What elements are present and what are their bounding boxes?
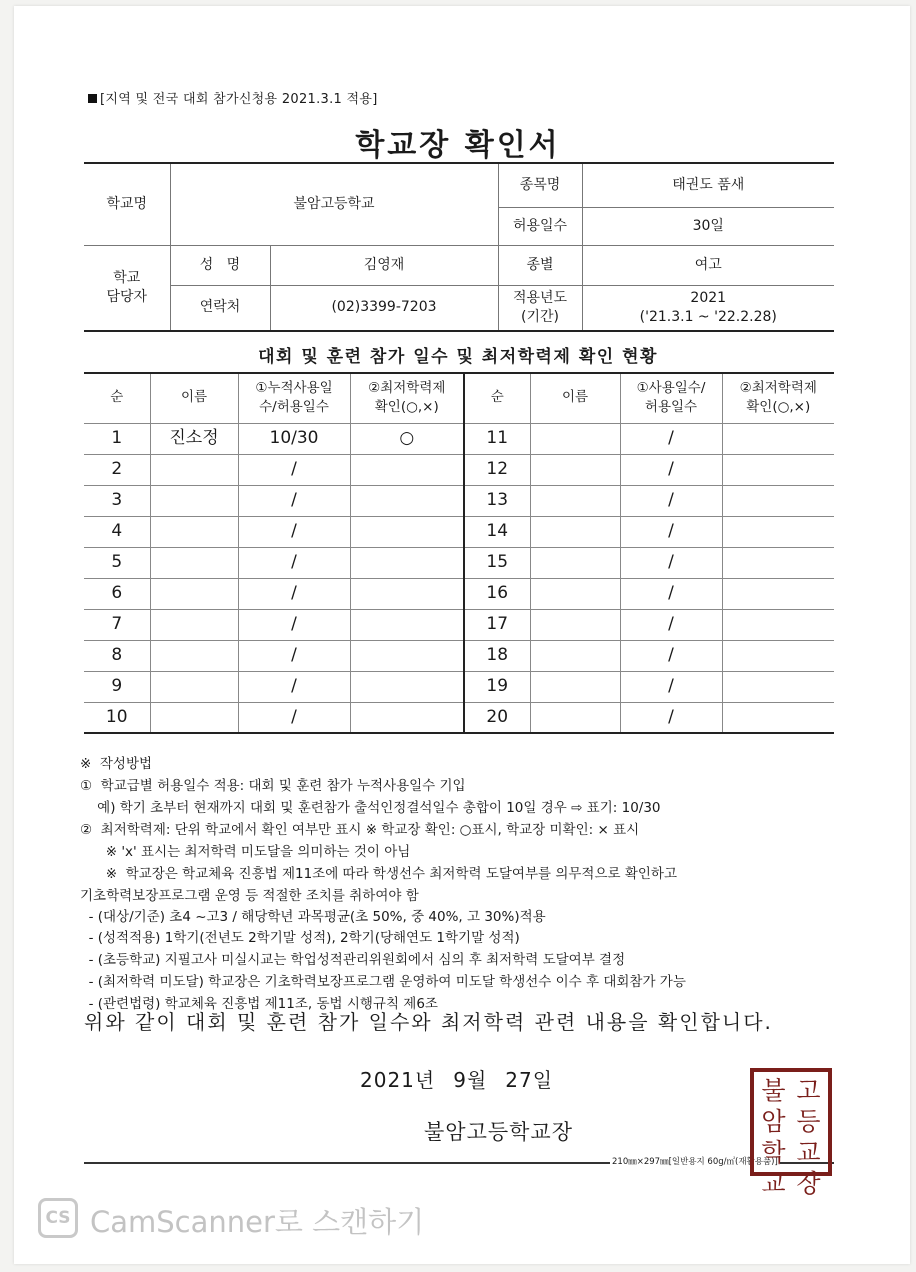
row-name-2: [530, 671, 620, 702]
row-days-2: /: [620, 454, 722, 485]
roster-row: [84, 609, 834, 640]
info-table: [84, 162, 834, 332]
row-days-2: /: [620, 640, 722, 671]
confirmation-statement: 위와 같이 대회 및 훈련 참가 일수와 최저학력 관련 내용을 확인합니다.: [84, 1010, 773, 1034]
row-min-check: [350, 485, 464, 516]
row-no-2: 20: [464, 702, 530, 733]
header-days-right: ①사용일수/ 허용일수: [620, 373, 722, 423]
header-name: 이름: [150, 373, 238, 423]
row-min-check-2: [722, 578, 834, 609]
row-days-2: /: [620, 485, 722, 516]
manager-label: 학교 담당자: [84, 245, 170, 331]
roster-header-row: [84, 373, 834, 423]
signing-date: [360, 1064, 571, 1093]
row-name: [150, 547, 238, 578]
principal-name: 불암고등학교장: [424, 1120, 574, 1144]
row-name: 진소정: [150, 423, 238, 454]
row-name-2: [530, 485, 620, 516]
row-min-check-2: [722, 609, 834, 640]
year-cell: [582, 285, 834, 331]
school-value: 불암고등학교: [170, 163, 498, 245]
top-note-text: [지역 및 전국 대회 참가신청용 2021.3.1 적용]: [100, 92, 378, 107]
roster-row: [84, 516, 834, 547]
row-no: 8: [84, 640, 150, 671]
row-days: /: [238, 547, 350, 578]
event-label: 종목명: [498, 163, 582, 207]
row-name-2: [530, 702, 620, 733]
row-name: [150, 454, 238, 485]
row-name: [150, 485, 238, 516]
date-month: 9월: [453, 1068, 488, 1092]
row-no-2: 14: [464, 516, 530, 547]
header-no: 순: [84, 373, 150, 423]
guide-line: - (최저학력 미도달) 학교장은 기초학력보장프로그램 운영하여 미도달 학생선수 이수 후 대회참가 가능: [80, 974, 686, 990]
row-no: 3: [84, 485, 150, 516]
row-name: [150, 516, 238, 547]
roster-row: [84, 640, 834, 671]
guide-line: ② 최저학력제: 단위 학교에서 확인 여부만 표시 ※ 학교장 확인: ○표시, 학교장 미확인: × 표시: [80, 822, 640, 838]
row-no: 6: [84, 578, 150, 609]
row-min-check: [350, 640, 464, 671]
row-name-2: [530, 578, 620, 609]
principal-seal: [750, 1068, 832, 1198]
row-min-check-2: [722, 547, 834, 578]
row-min-check-2: [722, 516, 834, 547]
category-value: 여고: [582, 245, 834, 285]
guide-line: - (성적적용) 1학기(전년도 2학기말 성적), 2학기(당해연도 1학기말 성적): [80, 930, 520, 946]
row-min-check-2: [722, 640, 834, 671]
row-min-check: [350, 702, 464, 733]
date-year: 2021년: [360, 1068, 436, 1092]
roster-row: [84, 485, 834, 516]
header-days-left: ①누적사용일 수/허용일수: [238, 373, 350, 423]
row-no-2: 19: [464, 671, 530, 702]
row-no-2: 17: [464, 609, 530, 640]
guide-line: - (초등학교) 지필고사 미실시교는 학업성적관리위원회에서 심의 후 최저학력 도달여부 결정: [80, 952, 626, 968]
row-name: [150, 640, 238, 671]
seal-character: 교: [761, 1169, 786, 1198]
row-min-check-2: [722, 702, 834, 733]
event-value: 태권도 품새: [582, 163, 834, 207]
row-name-2: [530, 516, 620, 547]
header-name-2: 이름: [530, 373, 620, 423]
row-name-2: [530, 547, 620, 578]
row-days: /: [238, 578, 350, 609]
row-days-2: /: [620, 702, 722, 733]
row-name-2: [530, 640, 620, 671]
roster-row: [84, 702, 834, 733]
name-label: 성 명: [170, 245, 270, 285]
row-min-check: [350, 516, 464, 547]
row-name: [150, 702, 238, 733]
row-days-2: /: [620, 578, 722, 609]
row-min-check-2: [722, 423, 834, 454]
row-days-2: /: [620, 516, 722, 547]
row-no: 1: [84, 423, 150, 454]
row-days: /: [238, 454, 350, 485]
period-value: ('21.3.1 ~ '22.2.28): [639, 308, 777, 325]
row-days: 10/30: [238, 423, 350, 454]
row-min-check: [350, 454, 464, 485]
row-name-2: [530, 423, 620, 454]
header-min-right: ②최저학력제 확인(○,×): [722, 373, 834, 423]
name-value: 김영재: [270, 245, 498, 285]
row-no: 9: [84, 671, 150, 702]
row-no: 2: [84, 454, 150, 485]
roster-row: [84, 454, 834, 485]
date-day: 27일: [505, 1068, 554, 1092]
row-min-check-2: [722, 454, 834, 485]
row-no: 7: [84, 609, 150, 640]
row-days: /: [238, 609, 350, 640]
roster-row: [84, 547, 834, 578]
row-no-2: 13: [464, 485, 530, 516]
school-label: 학교명: [84, 163, 170, 245]
seal-character: 암: [761, 1107, 786, 1136]
seal-character: 고: [796, 1076, 821, 1105]
seal-character: 등: [796, 1107, 821, 1136]
row-no: 10: [84, 702, 150, 733]
header-no-2: 순: [464, 373, 530, 423]
row-name: [150, 609, 238, 640]
row-days: /: [238, 640, 350, 671]
seal-character: 교: [796, 1138, 821, 1167]
guide-line: ※ 학교장은 학교체육 진흥법 제11조에 따라 학생선수 최저학력 도달여부를 의무적으로 확인하고: [80, 866, 677, 882]
camscanner-logo-icon: CS: [38, 1198, 78, 1238]
roster-row: [84, 578, 834, 609]
row-days-2: /: [620, 671, 722, 702]
row-min-check: [350, 547, 464, 578]
row-no-2: 15: [464, 547, 530, 578]
row-min-check: ○: [350, 423, 464, 454]
seal-character: 불: [761, 1076, 786, 1105]
row-min-check-2: [722, 671, 834, 702]
row-days-2: /: [620, 423, 722, 454]
row-name: [150, 671, 238, 702]
row-name-2: [530, 454, 620, 485]
guide-line: - (대상/기준) 초4 ~고3 / 해당학년 과목평균(초 50%, 중 40%, 고 30%)적용: [80, 909, 546, 925]
guide-line: 기초학력보장프로그램 운영 등 적절한 조치를 취하여야 함: [80, 888, 419, 904]
roster-table: [84, 372, 834, 734]
row-days: /: [238, 485, 350, 516]
guide-line: ※ 작성방법: [80, 756, 153, 772]
top-note: [88, 88, 378, 107]
year-value: 2021: [690, 289, 727, 306]
row-days-2: /: [620, 609, 722, 640]
row-min-check: [350, 578, 464, 609]
section-subtitle: 대회 및 훈련 참가 일수 및 최저학력제 확인 현황: [258, 347, 658, 367]
row-no-2: 12: [464, 454, 530, 485]
roster-row: [84, 671, 834, 702]
row-name-2: [530, 609, 620, 640]
allowed-days-label: 허용일수: [498, 207, 582, 245]
contact-value: (02)3399-7203: [270, 285, 498, 331]
category-label: 종별: [498, 245, 582, 285]
row-days: /: [238, 516, 350, 547]
row-days: /: [238, 702, 350, 733]
row-days: /: [238, 671, 350, 702]
row-no: 5: [84, 547, 150, 578]
guide-line: ① 학교급별 허용일수 적용: 대회 및 훈련 참가 누적사용일수 기입: [80, 778, 466, 794]
guide-line: - (관련법령) 학교체육 진흥법 제11조, 동법 시행규칙 제6조: [80, 996, 438, 1012]
row-no-2: 18: [464, 640, 530, 671]
row-min-check: [350, 609, 464, 640]
paper-spec: 210㎜×297㎜[일반용지 60g/㎡(재활용품)]: [612, 1157, 778, 1167]
row-min-check: [350, 671, 464, 702]
year-label: 적용년도 (기간): [498, 285, 582, 331]
row-name: [150, 578, 238, 609]
roster-row: [84, 423, 834, 454]
row-no-2: 16: [464, 578, 530, 609]
square-bullet-icon: [88, 94, 97, 103]
seal-character: 학: [761, 1138, 786, 1167]
guide-line: 예) 학기 초부터 현재까지 대회 및 훈련참가 출석인정결석일수 총합이 10일 경우 ⇨ 표기: 10/30: [80, 800, 661, 816]
row-no: 4: [84, 516, 150, 547]
allowed-days-value: 30일: [582, 207, 834, 245]
row-no-2: 11: [464, 423, 530, 454]
seal-character: 장: [796, 1169, 821, 1198]
camscanner-watermark: CamScanner로 스캔하기: [90, 1205, 425, 1239]
row-min-check-2: [722, 485, 834, 516]
row-days-2: /: [620, 547, 722, 578]
contact-label: 연락처: [170, 285, 270, 331]
header-min-left: ②최저학력제 확인(○,×): [350, 373, 464, 423]
guide-line: ※ 'x' 표시는 최저학력 미도달을 의미하는 것이 아님: [80, 844, 411, 860]
document-title: 학교장 확인서: [355, 128, 561, 163]
